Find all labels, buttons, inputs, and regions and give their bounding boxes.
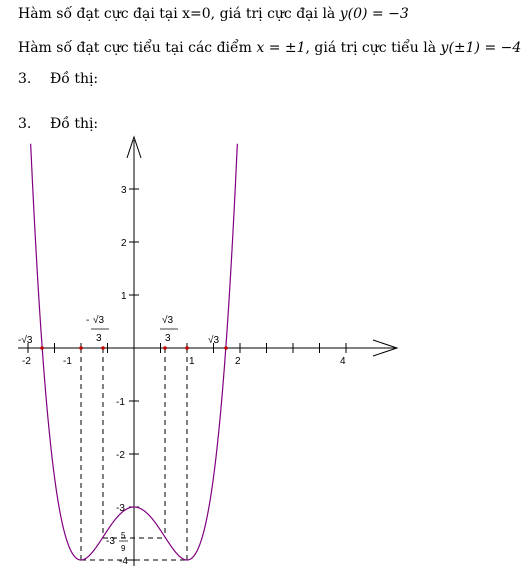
root-label-pos: √3 bbox=[208, 335, 220, 346]
graph-heading-2: 3. Đồ thị: bbox=[18, 116, 99, 132]
y-label-2: 2 bbox=[121, 238, 127, 249]
x-tick-labels bbox=[22, 356, 346, 367]
x-label-2: 2 bbox=[235, 356, 241, 367]
svg-text:-3: -3 bbox=[106, 536, 115, 547]
x-label-neg1: -1 bbox=[63, 356, 72, 367]
x-label-4: 4 bbox=[340, 356, 346, 367]
min-value-math: y(±1) = −4 bbox=[440, 40, 522, 56]
x-label-1: 1 bbox=[189, 356, 195, 367]
point-x-pos1 bbox=[185, 346, 189, 350]
inflection-y-label bbox=[106, 531, 128, 553]
point-x-pos-inflect bbox=[163, 346, 167, 350]
point-root-pos bbox=[224, 346, 228, 350]
y-label-3: 3 bbox=[121, 185, 127, 196]
svg-text:3: 3 bbox=[96, 333, 102, 344]
svg-text:5: 5 bbox=[121, 531, 126, 540]
y-label-neg4: -4 bbox=[119, 556, 128, 567]
point-root-neg bbox=[40, 346, 44, 350]
y-label-1: 1 bbox=[121, 291, 127, 302]
min-points-math: x = ±1 bbox=[256, 40, 306, 56]
min-statement: Hàm số đạt cực tiểu tại các điểm x = ±1, giá trị cực tiểu là y(±1) = −4 bbox=[18, 40, 522, 56]
svg-text:3: 3 bbox=[165, 333, 171, 344]
y-label-neg2: -2 bbox=[116, 450, 125, 461]
svg-text:√3: √3 bbox=[162, 315, 174, 326]
axes bbox=[18, 137, 397, 566]
x-label-neg2: -2 bbox=[22, 356, 31, 367]
y-label-neg3: -3 bbox=[116, 503, 125, 514]
svg-text:√3: √3 bbox=[93, 315, 105, 326]
svg-text:-: - bbox=[86, 315, 90, 326]
y-label-neg1: -1 bbox=[116, 397, 125, 408]
inflection-label-pos bbox=[160, 314, 178, 344]
point-x-neg1 bbox=[79, 346, 83, 350]
max-statement: Hàm số đạt cực đại tại x=0, giá trị cực đại là y(0) = −3 bbox=[18, 6, 409, 22]
svg-text:9: 9 bbox=[121, 544, 126, 553]
root-label-neg: -√3 bbox=[18, 335, 33, 346]
inflection-label-neg bbox=[86, 314, 109, 344]
graph-heading-1: 3. Đồ thị: bbox=[18, 71, 99, 87]
point-x-neg-inflect bbox=[101, 346, 105, 350]
max-value-math: y(0) = −3 bbox=[339, 6, 409, 22]
